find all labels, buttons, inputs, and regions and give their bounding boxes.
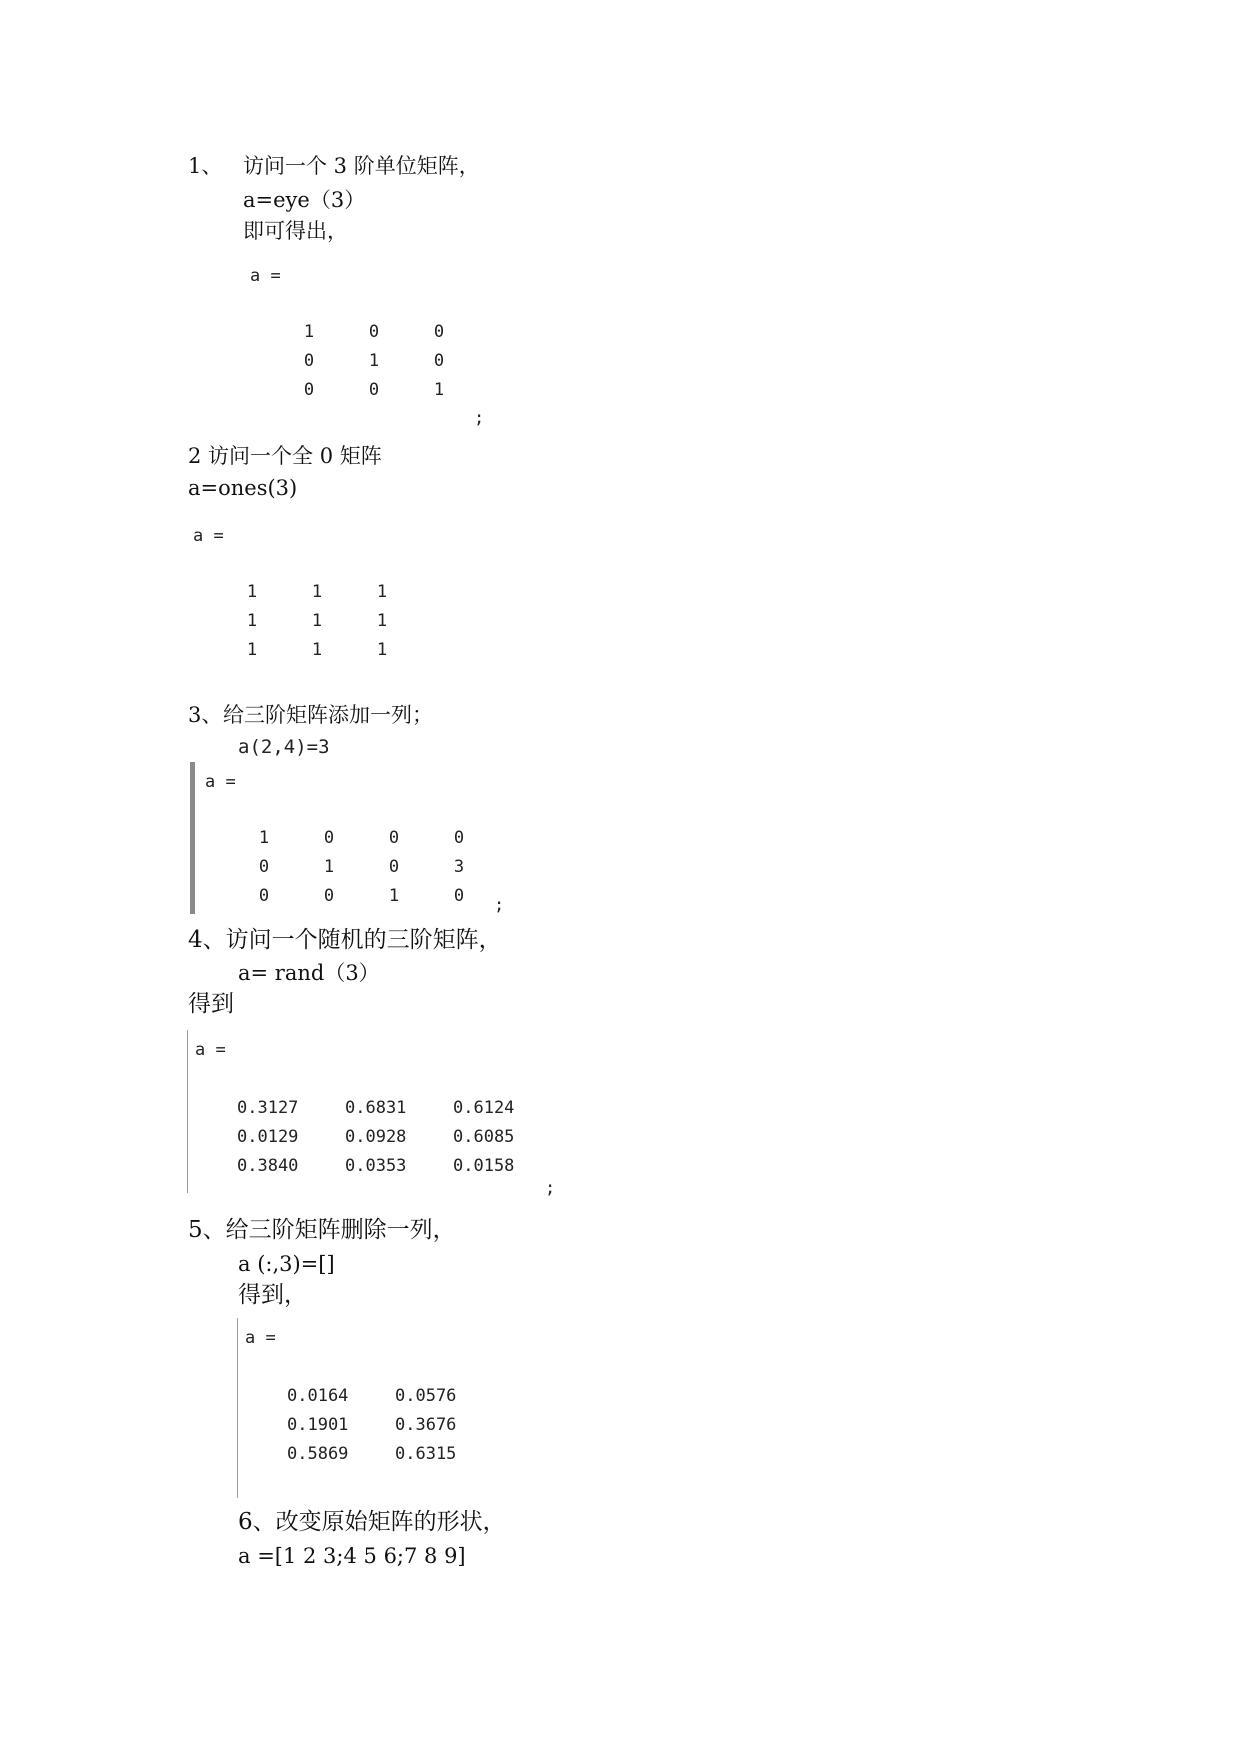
- output-label: a =: [250, 266, 281, 286]
- section-4-code: a= rand（3）: [238, 961, 380, 985]
- section-6-code: a =[1 2 3;4 5 6;7 8 9]: [238, 1544, 466, 1568]
- matrix-cell: 0: [453, 828, 465, 848]
- matrix-cell: 0: [323, 886, 335, 906]
- matrix-cell: 1: [258, 828, 270, 848]
- output-border: [237, 1318, 238, 1498]
- matrix-cell: 1: [303, 322, 315, 342]
- matrix-cell: 1: [311, 611, 323, 631]
- section-5-title: 5、给三阶矩阵删除一列，: [188, 1217, 456, 1243]
- section-5-output: [237, 1318, 497, 1498]
- matrix-cell: 0.0164: [287, 1386, 349, 1406]
- matrix-cell: 1: [433, 380, 445, 400]
- matrix-cell: 1: [376, 582, 388, 602]
- matrix-cell: 3: [453, 857, 465, 877]
- section-1-number: 1、: [188, 154, 223, 178]
- output-border: [187, 1030, 188, 1193]
- matrix-cell: 0: [433, 351, 445, 371]
- matrix-cell: 1: [388, 886, 400, 906]
- section-4-note: 得到: [188, 991, 234, 1017]
- matrix-cell: 0.0928: [345, 1127, 407, 1147]
- matrix-cell: 0: [368, 380, 380, 400]
- output-label: a =: [195, 1040, 226, 1060]
- section-2-output: [185, 520, 445, 670]
- matrix-cell: 0.6124: [453, 1098, 515, 1118]
- matrix-cell: 0.3127: [237, 1098, 299, 1118]
- matrix-cell: 0.6085: [453, 1127, 515, 1147]
- matrix-cell: 0.3676: [395, 1415, 457, 1435]
- section-1-output: [240, 260, 500, 410]
- output-label: a =: [245, 1328, 276, 1348]
- matrix-cell: 0: [433, 322, 445, 342]
- matrix-cell: 0.0129: [237, 1127, 299, 1147]
- output-label: a =: [193, 526, 224, 546]
- matrix-cell: 0: [323, 828, 335, 848]
- section-4-title: 4、访问一个随机的三阶矩阵，: [188, 927, 502, 953]
- matrix-cell: 1: [376, 640, 388, 660]
- matrix-cell: 1: [323, 857, 335, 877]
- section-1-code: a=eye（3）: [243, 188, 366, 212]
- matrix-cell: 0.0576: [395, 1386, 457, 1406]
- section-6-title: 6、改变原始矩阵的形状，: [238, 1509, 506, 1535]
- section-3-title: 给三阶矩阵添加一列；: [223, 703, 433, 727]
- matrix-cell: 0: [258, 886, 270, 906]
- matrix-cell: 0.0158: [453, 1156, 515, 1176]
- matrix-cell: 0.0353: [345, 1156, 407, 1176]
- matrix-cell: 0: [303, 351, 315, 371]
- output-border: [190, 762, 195, 914]
- section-3-code: a(2,4)=3: [238, 736, 330, 758]
- matrix-cell: 0: [303, 380, 315, 400]
- matrix-cell: 1: [368, 351, 380, 371]
- section-1-title: 访问一个 3 阶单位矩阵，: [243, 154, 480, 178]
- section-3-number: 3、: [188, 703, 223, 727]
- section-5-code: a (:,3)=[]: [238, 1252, 335, 1276]
- section-1-note: 即可得出，: [243, 219, 348, 243]
- matrix-cell: 0: [453, 886, 465, 906]
- matrix-cell: 0.5869: [287, 1444, 349, 1464]
- matrix-cell: 0.6315: [395, 1444, 457, 1464]
- section-4-output: [187, 1030, 547, 1193]
- semicolon: ;: [545, 1178, 556, 1198]
- matrix-cell: 0: [258, 857, 270, 877]
- matrix-cell: 0.1901: [287, 1415, 349, 1435]
- matrix-cell: 0: [388, 828, 400, 848]
- matrix-cell: 1: [246, 640, 258, 660]
- matrix-cell: 1: [376, 611, 388, 631]
- matrix-cell: 0: [388, 857, 400, 877]
- matrix-cell: 0.3840: [237, 1156, 299, 1176]
- output-label: a =: [205, 772, 236, 792]
- matrix-cell: 1: [246, 582, 258, 602]
- section-3-output: [190, 762, 490, 914]
- section-5-note: 得到，: [238, 1282, 307, 1308]
- section-2-title: 2 访问一个全 0 矩阵: [188, 444, 382, 468]
- matrix-cell: 1: [246, 611, 258, 631]
- section-2-code: a=ones(3): [188, 476, 298, 500]
- semicolon: ;: [494, 895, 505, 915]
- matrix-cell: 1: [311, 640, 323, 660]
- matrix-cell: 0.6831: [345, 1098, 407, 1118]
- matrix-cell: 0: [368, 322, 380, 342]
- matrix-cell: 1: [311, 582, 323, 602]
- semicolon: ;: [474, 408, 485, 428]
